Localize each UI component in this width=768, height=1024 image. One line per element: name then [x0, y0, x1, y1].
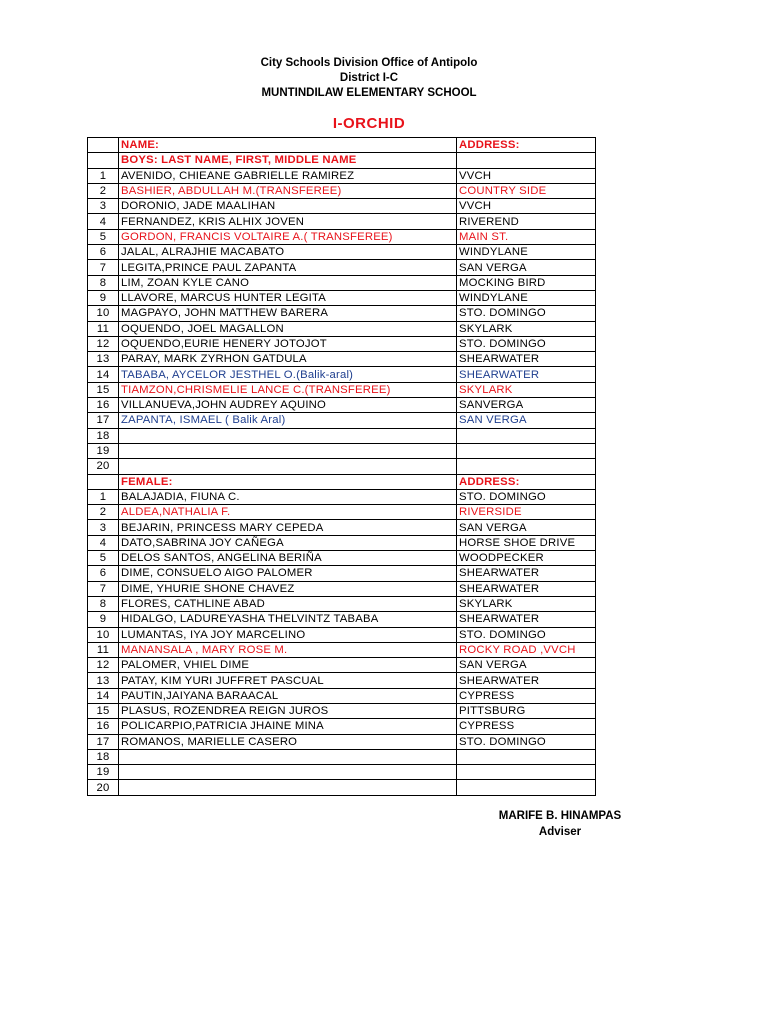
student-name: OQUENDO,EURIE HENERY JOTOJOT [119, 336, 457, 351]
student-name: DIME, YHURIE SHONE CHAVEZ [119, 581, 457, 596]
student-name: LLAVORE, MARCUS HUNTER LEGITA [119, 290, 457, 305]
table-row [88, 367, 596, 382]
student-name: LEGITA,PRINCE PAUL ZAPANTA [119, 260, 457, 275]
number-header-cell [88, 138, 119, 153]
row-number: 2 [88, 183, 119, 198]
student-name: LIM, ZOAN KYLE CANO [119, 275, 457, 290]
student-name: DORONIO, JADE MAALIHAN [119, 199, 457, 214]
row-number: 15 [88, 382, 119, 397]
table-row [88, 596, 596, 611]
student-address: SHEARWATER [457, 581, 596, 596]
row-number: 9 [88, 612, 119, 627]
table-row [88, 551, 596, 566]
table-row [88, 382, 596, 397]
adviser-name: MARIFE B. HINAMPAS [498, 810, 622, 822]
student-name [119, 765, 457, 780]
table-row [88, 612, 596, 627]
student-name: AVENIDO, CHIEANE GABRIELLE RAMIREZ [119, 168, 457, 183]
student-address: STO. DOMINGO [457, 627, 596, 642]
table-row [88, 688, 596, 703]
table-row [88, 658, 596, 673]
student-name: BASHIER, ABDULLAH M.(TRANSFEREE) [119, 183, 457, 198]
student-name: ALDEA,NATHALIA F. [119, 505, 457, 520]
student-address [457, 780, 596, 795]
row-number: 11 [88, 642, 119, 657]
student-name: PATAY, KIM YURI JUFFRET PASCUAL [119, 673, 457, 688]
table-header-row [88, 138, 596, 153]
student-address: SAN VERGA [457, 413, 596, 428]
table-row [88, 459, 596, 474]
row-number: 12 [88, 658, 119, 673]
student-address: RIVERSIDE [457, 505, 596, 520]
row-number: 16 [88, 398, 119, 413]
row-number: 7 [88, 581, 119, 596]
row-number: 4 [88, 535, 119, 550]
row-number: 3 [88, 199, 119, 214]
table-row [88, 642, 596, 657]
student-name [119, 459, 457, 474]
female-address-heading: ADDRESS: [457, 474, 596, 489]
student-name: MAGPAYO, JOHN MATTHEW BARERA [119, 306, 457, 321]
student-address: SHEARWATER [457, 352, 596, 367]
student-address: COUNTRY SIDE [457, 183, 596, 198]
student-name [119, 780, 457, 795]
row-number: 2 [88, 505, 119, 520]
boys-heading-row [88, 153, 596, 168]
address-header: ADDRESS: [457, 138, 596, 153]
student-name: FLORES, CATHLINE ABAD [119, 596, 457, 611]
row-number: 13 [88, 352, 119, 367]
table-row [88, 398, 596, 413]
table-row [88, 199, 596, 214]
row-number: 8 [88, 596, 119, 611]
adviser-title: Adviser [538, 826, 582, 838]
row-number: 17 [88, 734, 119, 749]
student-name: VILLANUEVA,JOHN AUDREY AQUINO [119, 398, 457, 413]
student-address: SAN VERGA [457, 658, 596, 673]
student-name: POLICARPIO,PATRICIA JHAINE MINA [119, 719, 457, 734]
table-row [88, 780, 596, 795]
student-name: ZAPANTA, ISMAEL ( Balik Aral) [119, 413, 457, 428]
student-address [457, 749, 596, 764]
student-name: BALAJADIA, FIUNA C. [119, 489, 457, 504]
student-name: BEJARIN, PRINCESS MARY CEPEDA [119, 520, 457, 535]
class-roster-table [87, 137, 596, 796]
table-row [88, 734, 596, 749]
table-row [88, 168, 596, 183]
student-address: MAIN ST. [457, 229, 596, 244]
student-address: SHEARWATER [457, 673, 596, 688]
table-row [88, 336, 596, 351]
row-number: 5 [88, 551, 119, 566]
table-row [88, 673, 596, 688]
row-number: 16 [88, 719, 119, 734]
student-name: JALAL, ALRAJHIE MACABATO [119, 245, 457, 260]
table-row [88, 520, 596, 535]
female-heading-row [88, 474, 596, 489]
signature-block [480, 808, 640, 840]
boys-heading: BOYS: LAST NAME, FIRST, MIDDLE NAME [119, 153, 457, 168]
student-address: SKYLARK [457, 382, 596, 397]
student-address: SHEARWATER [457, 612, 596, 627]
table-row [88, 749, 596, 764]
student-name: DIME, CONSUELO AIGO PALOMER [119, 566, 457, 581]
row-number: 19 [88, 443, 119, 458]
row-number: 20 [88, 780, 119, 795]
row-number: 10 [88, 306, 119, 321]
student-name: TABABA, AYCELOR JESTHEL O.(Balik-aral) [119, 367, 457, 382]
row-number: 5 [88, 229, 119, 244]
row-number: 6 [88, 245, 119, 260]
table-row [88, 703, 596, 718]
student-name: GORDON, FRANCIS VOLTAIRE A.( TRANSFEREE) [119, 229, 457, 244]
student-address [457, 443, 596, 458]
table-row [88, 214, 596, 229]
student-name: FERNANDEZ, KRIS ALHIX JOVEN [119, 214, 457, 229]
row-number: 14 [88, 367, 119, 382]
student-address: SAN VERGA [457, 520, 596, 535]
table-row [88, 719, 596, 734]
student-address [457, 428, 596, 443]
student-name: HIDALGO, LADUREYASHA THELVINTZ TABABA [119, 612, 457, 627]
student-address: WINDYLANE [457, 290, 596, 305]
row-number: 20 [88, 459, 119, 474]
student-address: ROCKY ROAD ,VVCH [457, 642, 596, 657]
table-row [88, 428, 596, 443]
student-name: PALOMER, VHIEL DIME [119, 658, 457, 673]
number-cell [88, 153, 119, 168]
row-number: 4 [88, 214, 119, 229]
table-row [88, 275, 596, 290]
student-name: PARAY, MARK ZYRHON GATDULA [119, 352, 457, 367]
student-name: DELOS SANTOS, ANGELINA BERIÑA [119, 551, 457, 566]
name-header: NAME: [119, 138, 457, 153]
table-row [88, 413, 596, 428]
row-number: 14 [88, 688, 119, 703]
row-number: 15 [88, 703, 119, 718]
row-number: 1 [88, 168, 119, 183]
row-number: 11 [88, 321, 119, 336]
student-address: MOCKING BIRD [457, 275, 596, 290]
row-number: 18 [88, 749, 119, 764]
row-number: 9 [88, 290, 119, 305]
table-row [88, 765, 596, 780]
row-number: 6 [88, 566, 119, 581]
row-number: 18 [88, 428, 119, 443]
student-address: WOODPECKER [457, 551, 596, 566]
student-address: SANVERGA [457, 398, 596, 413]
table-row [88, 535, 596, 550]
header-school: MUNTINDILAW ELEMENTARY SCHOOL [261, 87, 477, 99]
row-number: 8 [88, 275, 119, 290]
student-address: STO. DOMINGO [457, 336, 596, 351]
student-address: SHEARWATER [457, 566, 596, 581]
header-district: District I-C [339, 72, 399, 84]
student-address [457, 459, 596, 474]
table-row [88, 489, 596, 504]
student-address: CYPRESS [457, 688, 596, 703]
table-row [88, 229, 596, 244]
row-number: 19 [88, 765, 119, 780]
table-row [88, 321, 596, 336]
table-row [88, 183, 596, 198]
table-row [88, 566, 596, 581]
student-name [119, 749, 457, 764]
student-address: WINDYLANE [457, 245, 596, 260]
female-heading: FEMALE: [119, 474, 457, 489]
row-number: 12 [88, 336, 119, 351]
table-row [88, 245, 596, 260]
student-address: HORSE SHOE DRIVE [457, 535, 596, 550]
table-row [88, 352, 596, 367]
student-address: RIVEREND [457, 214, 596, 229]
student-name: TIAMZON,CHRISMELIE LANCE C.(TRANSFEREE) [119, 382, 457, 397]
student-name [119, 443, 457, 458]
table-row [88, 260, 596, 275]
student-name: PAUTIN,JAIYANA BARAACAL [119, 688, 457, 703]
number-cell [88, 474, 119, 489]
student-address: SKYLARK [457, 596, 596, 611]
header-division: City Schools Division Office of Antipolo [260, 57, 478, 69]
student-address: VVCH [457, 168, 596, 183]
student-address: STO. DOMINGO [457, 489, 596, 504]
student-address: PITTSBURG [457, 703, 596, 718]
student-address: SHEARWATER [457, 367, 596, 382]
table-row [88, 627, 596, 642]
row-number: 17 [88, 413, 119, 428]
student-name: MANANSALA , MARY ROSE M. [119, 642, 457, 657]
student-name: ROMANOS, MARIELLE CASERO [119, 734, 457, 749]
address-cell [457, 153, 596, 168]
student-name: OQUENDO, JOEL MAGALLON [119, 321, 457, 336]
student-address: STO. DOMINGO [457, 734, 596, 749]
row-number: 13 [88, 673, 119, 688]
student-address: STO. DOMINGO [457, 306, 596, 321]
student-address: CYPRESS [457, 719, 596, 734]
table-row [88, 290, 596, 305]
row-number: 7 [88, 260, 119, 275]
student-name: DATO,SABRINA JOY CAÑEGA [119, 535, 457, 550]
student-address [457, 765, 596, 780]
row-number: 10 [88, 627, 119, 642]
table-row [88, 306, 596, 321]
section-title: I-ORCHID [332, 115, 406, 132]
row-number: 1 [88, 489, 119, 504]
table-row [88, 505, 596, 520]
table-row [88, 581, 596, 596]
table-row [88, 443, 596, 458]
student-address: SAN VERGA [457, 260, 596, 275]
student-address: VVCH [457, 199, 596, 214]
row-number: 3 [88, 520, 119, 535]
student-name: LUMANTAS, IYA JOY MARCELINO [119, 627, 457, 642]
student-name [119, 428, 457, 443]
student-name: PLASUS, ROZENDREA REIGN JUROS [119, 703, 457, 718]
student-address: SKYLARK [457, 321, 596, 336]
